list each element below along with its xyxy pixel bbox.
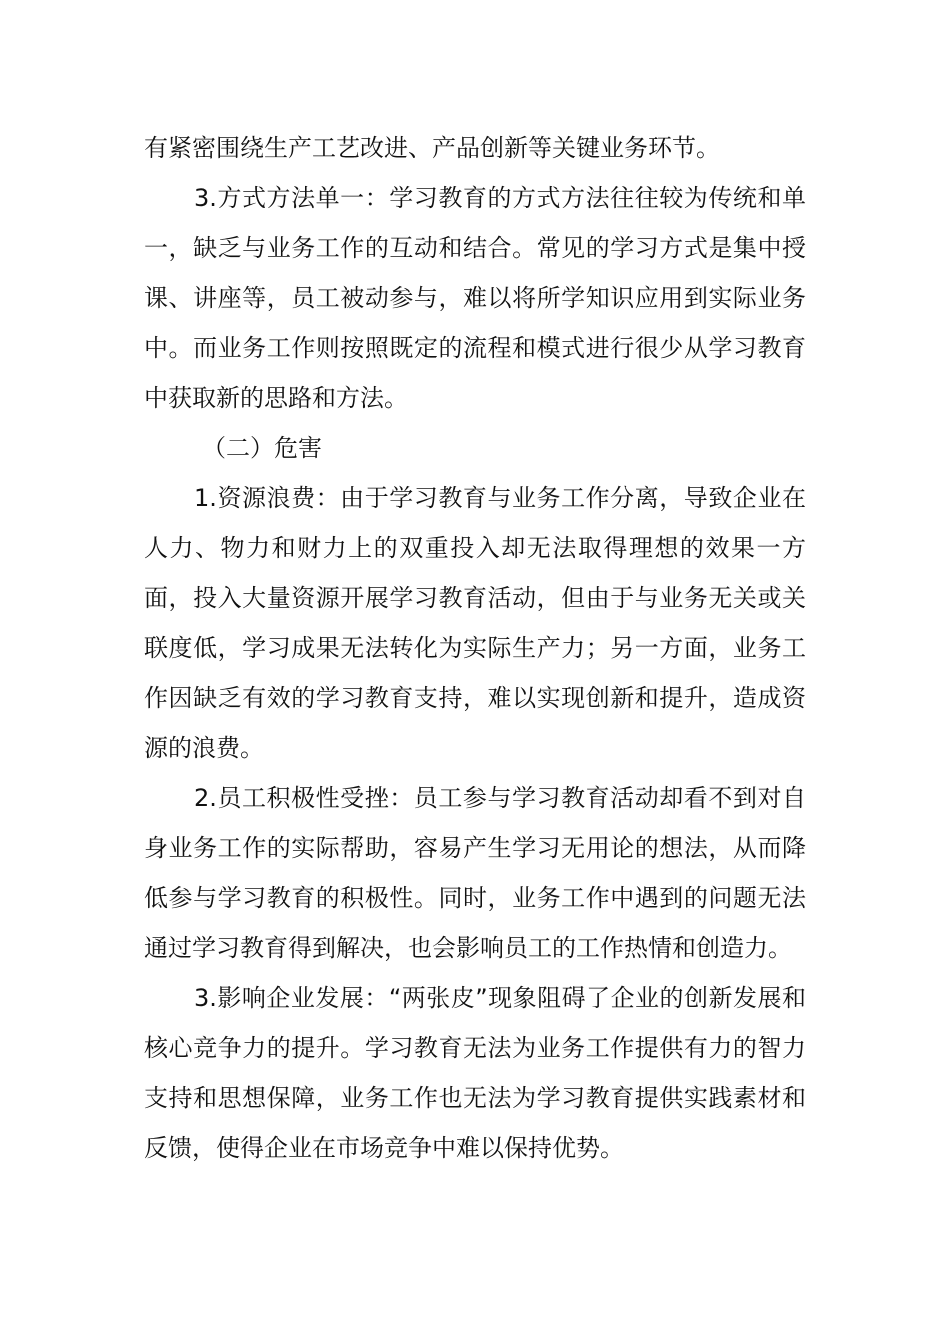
section-heading-harm: （二）危害 — [202, 434, 322, 462]
paragraph-continuation: 有紧密围绕生产工艺改进、产品创新等关键业务环节。 — [144, 134, 720, 162]
paragraph-enterprise-development: 3.影响企业发展：“两张皮”现象阻碍了企业的创新发展和核心竞争力的提升。学习教育无法为业务工作提供有力的智力支持和思想保障，业务工作也无法为学习教育提供实践素材和反馈，使得企业在市场竞争中难以保持优势。 — [144, 984, 806, 1162]
paragraph-employee-motivation: 2.员工积极性受挫：员工参与学习教育活动却看不到对自身业务工作的实际帮助，容易产生学习无用论的想法，从而降低参与学习教育的积极性。同时，业务工作中遇到的问题无法通过学习教育得到解决，也会影响员工的工作热情和创造力。 — [144, 784, 806, 962]
document-body — [144, 123, 806, 1173]
paragraph-method-single: 3.方式方法单一：学习教育的方式方法往往较为传统和单一，缺乏与业务工作的互动和结合。常见的学习方式是集中授课、讲座等，员工被动参与，难以将所学知识应用到实际业务中。而业务工作则按照既定的流程和模式进行很少从学习教育中获取新的思路和方法。 — [144, 184, 806, 412]
paragraph-resource-waste: 1.资源浪费：由于学习教育与业务工作分离，导致企业在人力、物力和财力上的双重投入却无法取得理想的效果一方面，投入大量资源开展学习教育活动，但由于与业务无关或关联度低，学习成果无法转化为实际生产力；另一方面，业务工作因缺乏有效的学习教育支持，难以实现创新和提升，造成资源的浪费。 — [144, 484, 806, 762]
